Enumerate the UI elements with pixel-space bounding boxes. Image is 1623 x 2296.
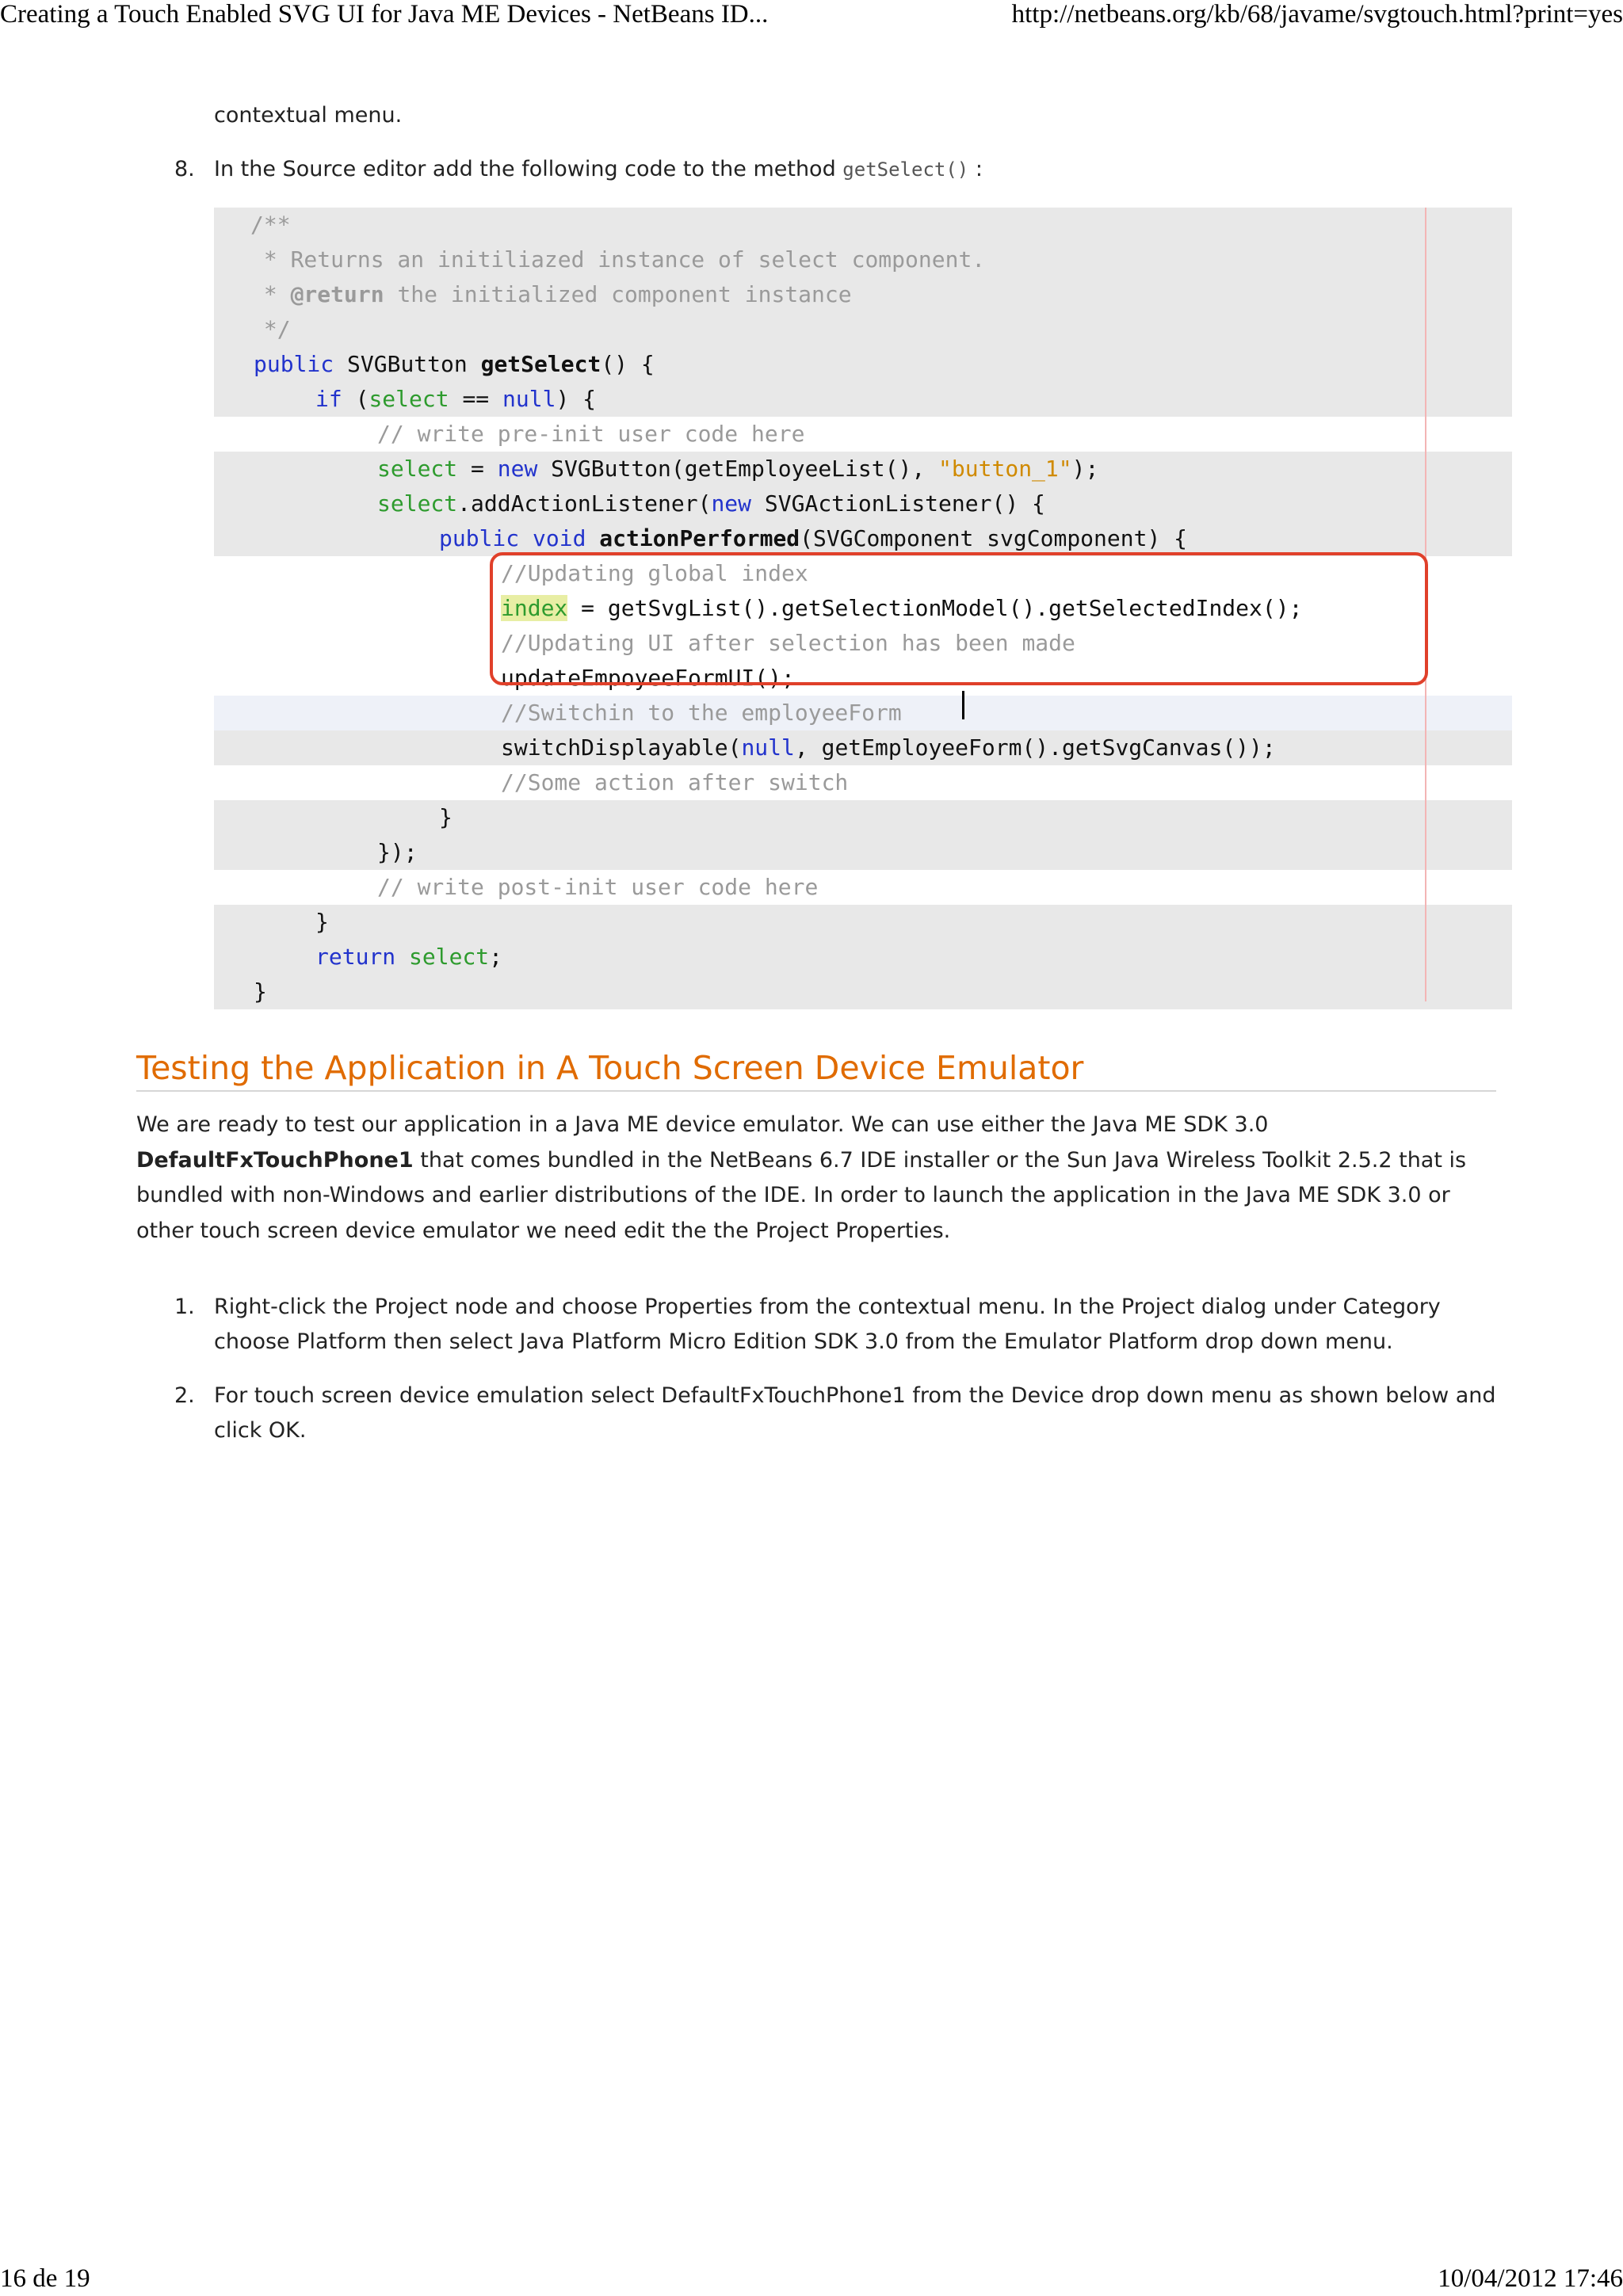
code-line: public void actionPerformed(SVGComponent svgComponent) { [214, 521, 1512, 556]
document-url: http://netbeans.org/kb/68/javame/svgtouch.html?print=yes [1011, 0, 1623, 29]
page-number: 16 de 19 [0, 2264, 90, 2293]
document-title: Creating a Touch Enabled SVG UI for Java ME Devices - NetBeans ID... [0, 0, 769, 29]
method-name: getSelect() [842, 158, 969, 181]
code-line: // write pre-init user code here [214, 417, 1512, 452]
code-line: * @return the initialized component instance [214, 277, 1512, 312]
code-line: } [214, 905, 1512, 940]
code-line: //Some action after switch [214, 765, 1512, 800]
code-line: select.addActionListener(new SVGActionListener() { [214, 486, 1512, 521]
code-line: */ [214, 312, 1512, 347]
code-line: * Returns an initiliazed instance of select component. [214, 242, 1512, 277]
print-header [0, 0, 1623, 32]
code-line: } [214, 974, 1512, 1009]
print-footer [0, 2264, 1623, 2296]
step-number: 8. [174, 157, 195, 181]
step-number: 1. [174, 1295, 195, 1319]
code-line: select = new SVGButton(getEmployeeList(), "button_1"); [214, 452, 1512, 486]
text-caret [962, 691, 964, 719]
section-title: Testing the Application in A Touch Screen Device Emulator [136, 1047, 1496, 1092]
code-line: switchDisplayable(null, getEmployeeForm().getSvgCanvas()); [214, 730, 1512, 765]
step-number: 2. [174, 1383, 195, 1408]
code-line: return select; [214, 940, 1512, 974]
code-line: // write post-init user code here [214, 870, 1512, 905]
code-line: //Updating global index [214, 556, 1512, 591]
code-line: }); [214, 835, 1512, 870]
print-datetime: 10/04/2012 17:46 [1438, 2264, 1623, 2293]
intro-fragment: contextual menu. [214, 103, 403, 128]
code-line: if (select == null) { [214, 382, 1512, 417]
step-text: Right-click the Project node and choose Properties from the contextual menu. In the Project dialog under Category choose Platform then select Java Platform Micro Edition SDK 3.0 from the Emulator Platform drop down menu. [214, 1295, 1441, 1354]
code-line: //Updating UI after selection has been made [214, 626, 1512, 661]
code-line: /** [214, 208, 1512, 242]
highlight-box [490, 552, 1428, 685]
code-line: index = getSvgList().getSelectionModel().getSelectedIndex(); [214, 591, 1512, 626]
code-line-current: //Switchin to the employeeForm [214, 696, 1512, 730]
step-text: In the Source editor add the following code to the method getSelect() : [214, 157, 983, 181]
code-line: updateEmpoyeeFormUI(); [214, 661, 1512, 696]
step-text: For touch screen device emulation select DefaultFxTouchPhone1 from the Device drop down menu as shown below and click OK. [214, 1383, 1496, 1443]
code-line: } [214, 800, 1512, 835]
code-line: public SVGButton getSelect() { [214, 347, 1512, 382]
section-paragraph: We are ready to test our application in a Java ME device emulator. We can use either the Java ME SDK 3.0 DefaultFxTouchPhone1 that comes bundled in the NetBeans 6.7 IDE installer or the Sun Java Wireless Toolkit 2.5.2 that is bundled with non-Windows and earlier distributions of the IDE. In order to launch the application in the Java ME SDK 3.0 or other touch screen device emulator we need edit the the Project Properties. [136, 1112, 1467, 1243]
